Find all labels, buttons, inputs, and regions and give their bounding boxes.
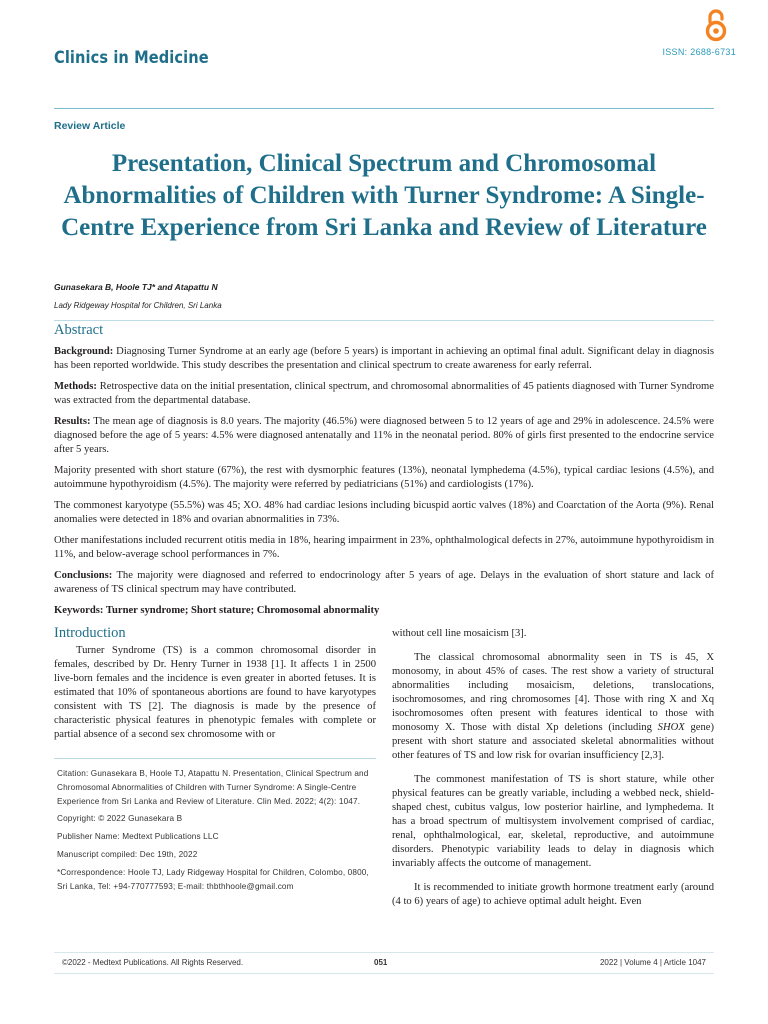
journal-name: Clinics in Medicine [54,48,209,68]
intro-right-column [392,627,714,919]
open-access-icon [702,8,730,42]
intro-p2-text-a: The classical chromosomal abnormality seen in TS is 45, X monosomy, in about 45% of cases. The rest show a variety of structural abnormalities including mosaicism, deletions, translocations, isochromosomes, and ring chromosomes [4]. Those with ring X and Xq isochromosomes often present with features identical to those with monosomy X. Those with distal Xp deletions (including [392,652,714,733]
abstract-conclusions [54,569,714,597]
keywords [54,604,714,618]
authors: Gunasekara B, Hoole TJ* and Atapattu N [54,282,218,292]
intro-paragraph-4: It is recommended to initiate growth hormone treatment early (around (4 to 6) years of age) to achieve optimal adult height. Even [392,882,714,907]
abstract-background [54,345,714,373]
conclusions-text: The majority were diagnosed and referred to endocrinology after 5 years of age. Delays in the evaluation of short stature and lack of awareness of TS clinical spectrum may have contributed. [54,570,714,595]
citation-box [57,767,373,897]
publisher: Publisher Name: Medtext Publications LLC [57,832,219,842]
intro-p2-text-b: gene) present with short stature and associated skeletal abnormalities without other features of TS and low risk for ovarian insufficiency [2,3]. [392,722,714,761]
keywords-text: Keywords: Turner syndrome; Short stature; Chromosomal abnormality [54,605,380,616]
footer-copyright: ©2022 - Medtext Publications. All Rights Reserved. [62,958,244,967]
article-title: Presentation, Clinical Spectrum and Chromosomal Abnormalities of Children with Turner Syndrome: A Single-Centre Experience from Sri Lanka and Review of Literature [61,150,707,241]
correspondence: *Correspondence: Hoole TJ, Lady Ridgeway Hospital for Children, Colombo, 0800, Sri Lanka, Tel: +94-770777593; E-mail: thbthhoole@gmail.com [57,867,369,891]
intro-left-column [54,644,376,742]
article-type: Review Article [54,120,126,132]
page-number: 051 [374,958,388,967]
copyright: Copyright: © 2022 Gunasekara B [57,814,183,824]
abstract-results-p4: Other manifestations included recurrent otitis media in 18%, hearing impairment in 23%, ophthalmological defects in 27%, autoimmune hypothyroidism in 11%, and below-average school performances in 7%. [54,535,714,560]
citation: Citation: Gunasekara B, Hoole TJ, Atapattu N. Presentation, Clinical Spectrum and Chromosomal Abnormalities of Children with Turner Syndrome: A Single-Centre Experience from Sri Lanka and Review of Literature. Clin Med. 2022; 4(2): 1047. [57,769,369,806]
background-label: Background: [54,346,114,357]
intro-paragraph-3: The commonest manifestation of TS is short stature, while other physical features can be greatly variable, including a webbed neck, shield-shaped chest, cubitus valgus, low posterior hairline, and lymphedema. It has a broad spectrum of multisystem involvement comprised of cardiac, renal, ophthalmological, ear, skeletal, reproductive, and autoimmune disorders. Phenotypic variability leads to delay in diagnosis which invariably affects the outcome of management. [392,774,714,869]
header-divider [54,108,714,109]
intro-paragraph-2 [392,651,714,763]
intro-paragraph-continued: without cell line mosaicism [3]. [392,628,527,639]
abstract-results-p2: Majority presented with short stature (67%), the rest with dysmorphic features (13%), neonatal lymphedema (4.5%), typical cardiac lesions (4.5%), and autoimmune hypothyroidism (4.5%). The majority were referred by pediatricians (51%) and cardiologists (17%). [54,465,714,490]
results-label: Results: [54,416,91,427]
page-footer [54,952,714,974]
shox-gene: SHOX [657,722,685,733]
abstract-methods [54,380,714,408]
abstract-results [54,415,714,457]
footer-volume: 2022 | Volume 4 | Article 1047 [599,958,706,967]
manuscript-date: Manuscript compiled: Dec 19th, 2022 [57,849,198,859]
abstract-body [54,345,714,625]
citation-divider [54,758,376,759]
abstract-divider [54,320,714,321]
conclusions-label: Conclusions: [54,570,113,581]
methods-label: Methods: [54,381,97,392]
introduction-heading: Introduction [54,625,126,641]
abstract-results-p3: The commonest karyotype (55.5%) was 45; XO. 48% had cardiac lesions including bicuspid aortic valves (18%) and Coarctation of the Aorta (9%). Renal anomalies were detected in 18% and ovarian abnormalities in 73%. [54,500,714,525]
results-text: The mean age of diagnosis is 8.0 years. The majority (46.5%) were diagnosed between 5 to 12 years of age and 29% in adolescence. 24.5% were diagnosed before the age of 5 years: 4.5% were diagnosed antenatally and 11% in the neonatal period. 80% of girls first presented to the endocrine service after 5 years. [54,416,715,455]
intro-paragraph-1: Turner Syndrome (TS) is a common chromosomal disorder in females, described by Dr. Henry Turner in 1938 [1]. It affects 1 in 2500 live-born females and the incidence is even greater in aborted fetuses. It is estimated that 10% of spontaneous abortions are found to have karyotypes consistent with TS [2]. The diagnosis is made by the presence of characteristic physical features in phenotypic females with complete or partial absence of a second sex chromosome with or [54,645,376,740]
methods-text: Retrospective data on the initial presentation, clinical spectrum, and chromosomal abnormalities of 45 patients diagnosed with Turner Syndrome was extracted from the departmental database. [54,381,714,406]
background-text: Diagnosing Turner Syndrome at an early age (before 5 years) is important in achieving an optimal final adult. Significant delay in diagnosis has been reported worldwide. This study describes the presentation and clinical spectrum to create awareness for early referral. [54,346,714,371]
affiliation: Lady Ridgeway Hospital for Children, Sri Lanka [54,301,222,310]
abstract-heading: Abstract [54,322,104,338]
issn: ISSN: 2688-6731 [662,47,736,57]
